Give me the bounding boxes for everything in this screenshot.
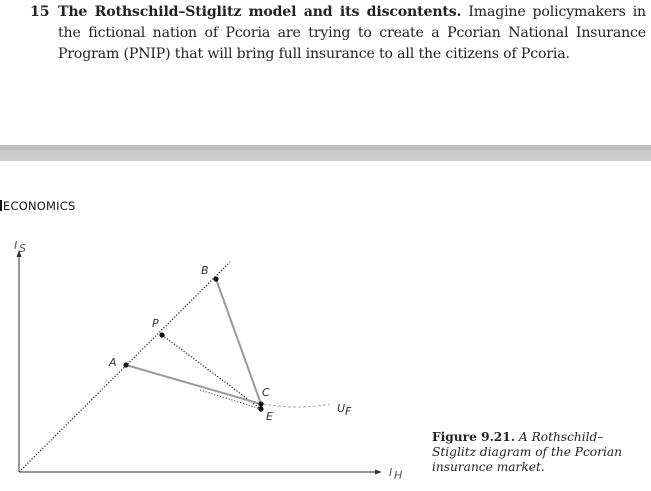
page-separator-top — [0, 145, 651, 150]
dotted-line-a-to-e — [200, 390, 261, 409]
x-axis-label-main: I — [389, 466, 393, 479]
problem-15 — [30, 0, 646, 65]
caption-number: Figure 9.21. — [432, 430, 516, 444]
rothschild-stiglitz-diagram — [0, 230, 430, 491]
problem-number: 15 — [30, 4, 50, 20]
x-axis-arrow — [375, 470, 382, 475]
running-head-text: ECONOMICS — [3, 199, 76, 213]
problem-heading: The Rothschild–Stiglitz model and its discontents. — [58, 4, 462, 20]
point-e — [258, 406, 263, 411]
indifference-curve-uf — [263, 404, 330, 407]
figure-caption — [432, 430, 642, 475]
curve-label-uf-sub: F — [345, 405, 352, 418]
problem-body: Imagine policymakers in the fictional nation of Pcoria are trying to create a Pcorian National Insurance Program (PNIP) that will bring full insurance to all the citizens of Pcoria. — [58, 4, 646, 62]
caption-title: A Rothschild–Stiglitz diagram of the Pcorian insurance market. — [432, 430, 622, 474]
running-head-bar — [0, 200, 2, 211]
label-c: C — [262, 386, 270, 399]
running-head — [0, 199, 75, 213]
y-axis-label-sub: S — [19, 242, 26, 255]
y-axis-label — [14, 239, 26, 255]
point-c — [258, 401, 263, 406]
label-p: P — [152, 317, 159, 330]
problem-text — [30, 0, 646, 65]
point-p — [159, 332, 164, 337]
line-a-to-c — [126, 365, 261, 404]
curve-label-uf — [337, 402, 352, 418]
dotted-line-p-to-e — [162, 335, 261, 409]
curve-label-uf-main: U — [337, 402, 346, 415]
label-a: A — [109, 356, 117, 369]
x-axis-label-sub: H — [394, 469, 403, 482]
point-a — [123, 362, 128, 367]
label-e: E — [266, 410, 273, 423]
y-axis-label-main: I — [14, 239, 18, 252]
label-b: B — [201, 264, 209, 277]
line-b-to-c — [216, 279, 261, 404]
x-axis-label — [389, 466, 402, 482]
point-b — [213, 276, 218, 281]
